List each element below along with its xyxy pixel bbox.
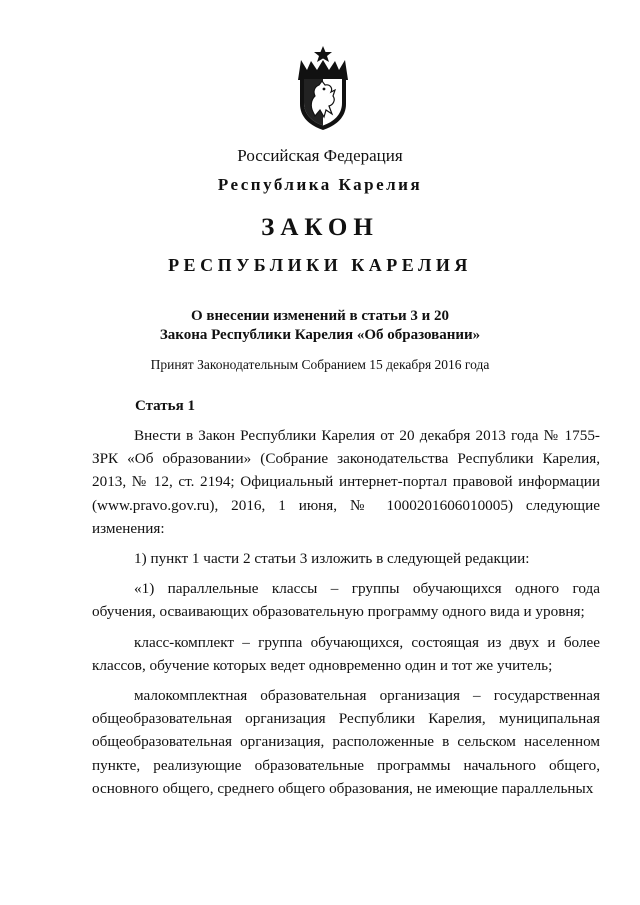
document-type: ЗАКОН (261, 214, 379, 241)
law-title-line-2: Закона Республики Карелия «Об образовании» (159, 327, 481, 343)
article-body (92, 424, 600, 800)
paragraph: класс-комплект – группа обучающихся, состоящая из двух и более классов, обучение которых ведет одновременно один и тот же учитель; (92, 633, 600, 674)
republic-name: Республика Карелия (217, 175, 423, 194)
article-heading: Статья 1 (135, 398, 195, 414)
paragraph: малокомплектная образовательная организация – государственная общеобразовательная организация Республики Карелия, муниципальная общеобразовательная организация, расположенные в сельском населенном пункте, реализующие образовательные программы начального общего, основного общего, среднего общего образования, не имеющие параллельных (92, 687, 600, 797)
adoption-note: Принят Законодательным Собранием 15 декабря 2016 года (150, 357, 490, 372)
paragraph: «1) параллельные классы – группы обучающихся одного года обучения, осваивающих образовательную программу одного вида и уровня; (92, 580, 600, 621)
document-issuer: РЕСПУБЛИКИ КАРЕЛИЯ (168, 255, 472, 275)
paragraph: Внести в Закон Республики Карелия от 20 декабря 2013 года № 1755-ЗРК «Об образовании» (Собрание законодательства Республики Карелия, 2013, № 12, ст. 2194; Официальный интернет-портал правовой информации (www.pravo.gov.ru), 2016, 1 июня, № 1000201606010005) следующие изменения: (92, 427, 600, 537)
law-title-line-1: О внесении изменений в статьи 3 и 20 (191, 308, 449, 324)
karelia-coat-of-arms-icon (295, 46, 351, 130)
country-name: Российская Федерация (237, 146, 403, 165)
paragraph: 1) пункт 1 части 2 статьи 3 изложить в следующей редакции: (134, 550, 530, 568)
